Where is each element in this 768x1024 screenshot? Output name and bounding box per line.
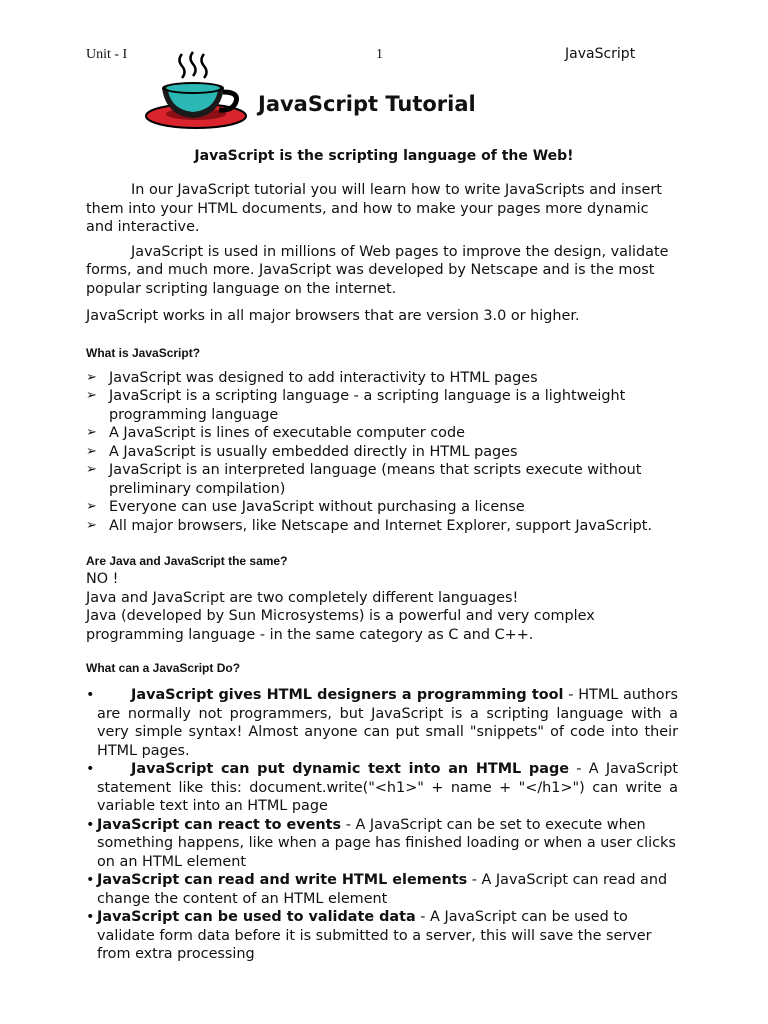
list-item: ➢ A JavaScript is usually embedded directly in HTML pages — [86, 443, 518, 460]
can-do-list — [86, 686, 678, 964]
arrow-bullet-icon: ➢ — [86, 425, 97, 440]
document-body — [86, 181, 678, 964]
list-item: • JavaScript gives HTML designers a programming tool - HTML authors are normally not programmers, but JavaScript is a scripting language with a very simple syntax! Almost anyone can put small "snippets" of code into their HTML pages. — [86, 687, 678, 759]
answer-line: Java and JavaScript are two completely different languages! — [86, 589, 519, 606]
arrow-bullet-icon: ➢ — [86, 517, 97, 533]
list-item: • JavaScript can be used to validate data - A JavaScript can be used to validate form data before it is submitted to a server, this will save the server from extra processing — [86, 909, 652, 962]
dot-bullet-icon: • — [86, 761, 95, 777]
list-item: • JavaScript can react to events - A JavaScript can be set to execute when something happens, like when a page has finished loading or when a user clicks on an HTML element — [86, 816, 676, 870]
dot-bullet-icon: • — [86, 909, 95, 925]
header-unit: Unit - I — [86, 47, 128, 62]
header-topic: JavaScript — [565, 46, 636, 62]
arrow-bullet-icon: ➢ — [86, 443, 97, 459]
answer-line: NO ! — [86, 571, 119, 587]
section-heading-same: Are Java and JavaScript the same? — [86, 554, 288, 568]
page-subtitle: JavaScript is the scripting language of the Web! — [194, 148, 574, 164]
list-item: ➢ JavaScript is a scripting language - a scripting language is a lightweight programming language — [86, 388, 626, 423]
arrow-bullet-icon: ➢ — [86, 462, 97, 477]
intro-paragraph: JavaScript works in all major browsers that are version 3.0 or higher. — [86, 308, 580, 324]
list-item: ➢ JavaScript is an interpreted language (means that scripts execute without preliminary compilation) — [86, 462, 642, 497]
what-is-list — [86, 369, 678, 536]
section-heading-what-is: What is JavaScript? — [86, 345, 201, 360]
page-title: JavaScript Tutorial — [258, 92, 476, 116]
list-item: • JavaScript can put dynamic text into an HTML page - A JavaScript statement like this: document.write("<h1>" + name + "</h1>") can write a variable text into an HTML page — [86, 761, 678, 814]
list-item: ➢ A JavaScript is lines of executable computer code — [86, 425, 465, 441]
intro-paragraph: In our JavaScript tutorial you will learn how to write JavaScripts and insert them into your HTML documents, and how to make your pages more dynamic and interactive. — [86, 182, 662, 235]
arrow-bullet-icon: ➢ — [86, 388, 97, 403]
list-item: ➢ JavaScript was designed to add interactivity to HTML pages — [86, 369, 538, 386]
intro-paragraph: JavaScript is used in millions of Web pages to improve the design, validate forms, and much more. JavaScript was developed by Netscape and is the most popular scripting language on the internet. — [86, 243, 669, 297]
list-item: ➢ Everyone can use JavaScript without purchasing a license — [86, 499, 525, 515]
header-page-number: 1 — [376, 47, 383, 62]
arrow-bullet-icon: ➢ — [86, 499, 97, 514]
arrow-bullet-icon: ➢ — [86, 369, 97, 385]
coffee-cup-icon — [140, 50, 256, 132]
section-heading-can-do: What can a JavaScript Do? — [86, 661, 241, 675]
dot-bullet-icon: • — [86, 816, 95, 833]
answer-line: Java (developed by Sun Microsystems) is a powerful and very complex programming language - in the same category as C and C++. — [86, 608, 595, 643]
dot-bullet-icon: • — [86, 872, 95, 888]
list-item: • JavaScript can read and write HTML elements - A JavaScript can read and change the content of an HTML element — [86, 872, 668, 907]
dot-bullet-icon: • — [86, 687, 95, 703]
list-item: ➢ All major browsers, like Netscape and Internet Explorer, support JavaScript. — [86, 517, 653, 534]
